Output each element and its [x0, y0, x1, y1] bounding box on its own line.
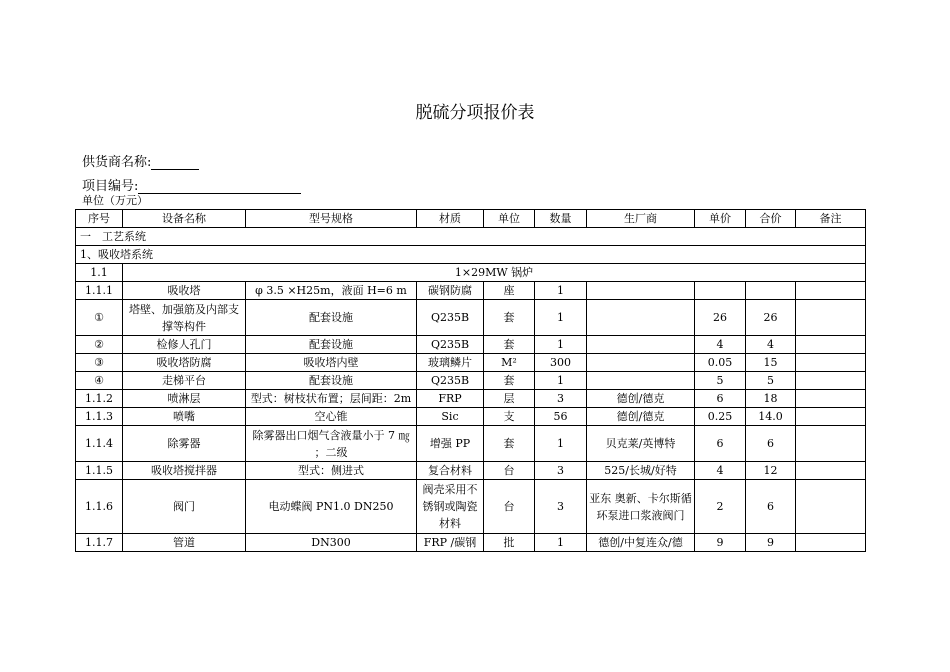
remark-cell [796, 534, 866, 552]
spec-cell: 型式：树枝状布置；层间距：2m [246, 390, 417, 408]
qty-cell: 1 [535, 372, 587, 390]
spec-cell: 吸收塔内壁 [246, 354, 417, 372]
maker-cell: 亚东 奥新、卡尔斯循环泵进口浆液阀门 [587, 480, 695, 534]
unit-cell: 台 [484, 480, 535, 534]
material-cell: FRP /碳钢 [417, 534, 484, 552]
material-cell: 复合材料 [417, 462, 484, 480]
unit-cell: 座 [484, 282, 535, 300]
supplier-name-field [82, 151, 199, 170]
price-cell: 4 [695, 336, 746, 354]
name-cell: 管道 [123, 534, 246, 552]
price-cell: 0.25 [695, 408, 746, 426]
unit-cell: 台 [484, 462, 535, 480]
table-row [76, 300, 866, 336]
group-no-cell: 1.1 [76, 264, 123, 282]
spec-cell: φ 3.5 ×H25m，液面 H=6 m [246, 282, 417, 300]
name-cell: 塔壁、加强筋及内部支撑等构件 [123, 300, 246, 336]
material-cell: FRP [417, 390, 484, 408]
qty-cell: 3 [535, 390, 587, 408]
total-cell: 12 [746, 462, 796, 480]
spec-cell: 空心锥 [246, 408, 417, 426]
header-cell-maker: 生厂商 [587, 210, 695, 228]
total-cell: 5 [746, 372, 796, 390]
unit-note: 单位（万元） [82, 194, 148, 207]
subsection-cell: 1、吸收塔系统 [76, 246, 866, 264]
qty-cell: 1 [535, 300, 587, 336]
material-cell: 阀壳采用不锈钢或陶瓷材料 [417, 480, 484, 534]
material-cell: Q235B [417, 372, 484, 390]
maker-cell: 贝克莱/英博特 [587, 426, 695, 462]
price-cell: 6 [695, 390, 746, 408]
material-cell: Sic [417, 408, 484, 426]
no-cell: ① [76, 300, 123, 336]
table-row [76, 390, 866, 408]
price-cell: 6 [695, 426, 746, 462]
total-cell: 18 [746, 390, 796, 408]
header-cell-no: 序号 [76, 210, 123, 228]
table-row [76, 534, 866, 552]
no-cell: ④ [76, 372, 123, 390]
no-cell: 1.1.1 [76, 282, 123, 300]
no-cell: 1.1.2 [76, 390, 123, 408]
unit-cell: 套 [484, 300, 535, 336]
price-cell: 9 [695, 534, 746, 552]
material-cell: 增强 PP [417, 426, 484, 462]
qty-cell: 300 [535, 354, 587, 372]
material-cell: Q235B [417, 300, 484, 336]
header-cell-remark: 备注 [796, 210, 866, 228]
remark-cell [796, 354, 866, 372]
unit-cell: M² [484, 354, 535, 372]
remark-cell [796, 336, 866, 354]
name-cell: 吸收塔防腐 [123, 354, 246, 372]
unit-cell: 套 [484, 426, 535, 462]
name-cell: 阀门 [123, 480, 246, 534]
qty-cell: 3 [535, 462, 587, 480]
spec-cell: DN300 [246, 534, 417, 552]
maker-cell [587, 372, 695, 390]
quotation-table [75, 209, 866, 552]
group-desc-cell: 1×29MW 锅炉 [123, 264, 866, 282]
remark-cell [796, 282, 866, 300]
name-cell: 吸收塔搅拌器 [123, 462, 246, 480]
total-cell: 6 [746, 426, 796, 462]
header-cell-name: 设备名称 [123, 210, 246, 228]
maker-cell [587, 354, 695, 372]
unit-cell: 支 [484, 408, 535, 426]
maker-cell [587, 336, 695, 354]
name-cell: 喷嘴 [123, 408, 246, 426]
remark-cell [796, 480, 866, 534]
page-title: 脱硫分项报价表 [415, 103, 535, 123]
spec-cell: 电动蝶阀 PN1.0 DN250 [246, 480, 417, 534]
price-cell: 26 [695, 300, 746, 336]
unit-cell: 批 [484, 534, 535, 552]
spec-cell: 配套设施 [246, 336, 417, 354]
supplier-name-label: 供货商名称: [82, 155, 152, 170]
total-cell [746, 282, 796, 300]
qty-cell: 1 [535, 534, 587, 552]
spec-cell: 配套设施 [246, 300, 417, 336]
header-cell-qty: 数量 [535, 210, 587, 228]
maker-cell: 525/长城/好特 [587, 462, 695, 480]
header-cell-unit: 单位 [484, 210, 535, 228]
header-cell-spec: 型号规格 [246, 210, 417, 228]
spec-cell: 配套设施 [246, 372, 417, 390]
qty-cell: 1 [535, 282, 587, 300]
table-body [76, 210, 866, 552]
maker-cell [587, 282, 695, 300]
remark-cell [796, 372, 866, 390]
price-cell: 4 [695, 462, 746, 480]
table-row [76, 282, 866, 300]
total-cell: 15 [746, 354, 796, 372]
maker-cell: 德创/中复连众/德 [587, 534, 695, 552]
no-cell: 1.1.5 [76, 462, 123, 480]
maker-cell: 德创/德克 [587, 390, 695, 408]
name-cell: 喷淋层 [123, 390, 246, 408]
material-cell: 玻璃鳞片 [417, 354, 484, 372]
total-cell: 4 [746, 336, 796, 354]
name-cell: 检修人孔门 [123, 336, 246, 354]
group-row [76, 264, 866, 282]
maker-cell [587, 300, 695, 336]
subsection-row [76, 246, 866, 264]
price-cell: 5 [695, 372, 746, 390]
price-cell: 0.05 [695, 354, 746, 372]
total-cell: 14.0 [746, 408, 796, 426]
no-cell: 1.1.4 [76, 426, 123, 462]
no-cell: 1.1.6 [76, 480, 123, 534]
total-cell: 6 [746, 480, 796, 534]
supplier-name-blank[interactable] [151, 155, 199, 170]
name-cell: 吸收塔 [123, 282, 246, 300]
material-cell: Q235B [417, 336, 484, 354]
total-cell: 26 [746, 300, 796, 336]
price-cell: 2 [695, 480, 746, 534]
no-cell: ③ [76, 354, 123, 372]
no-cell: 1.1.7 [76, 534, 123, 552]
section-row [76, 228, 866, 246]
total-cell: 9 [746, 534, 796, 552]
header-cell-material: 材质 [417, 210, 484, 228]
unit-cell: 层 [484, 390, 535, 408]
spec-cell: 除雾器出口烟气含液量小于 7 ㎎ ；二级 [246, 426, 417, 462]
remark-cell [796, 300, 866, 336]
section-cell: 一 工艺系统 [76, 228, 866, 246]
header-row [76, 210, 866, 228]
table-row [76, 426, 866, 462]
remark-cell [796, 462, 866, 480]
material-cell: 碳钢防腐 [417, 282, 484, 300]
unit-cell: 套 [484, 336, 535, 354]
table-row [76, 408, 866, 426]
price-cell [695, 282, 746, 300]
qty-cell: 1 [535, 336, 587, 354]
spec-cell: 型式：侧进式 [246, 462, 417, 480]
unit-cell: 套 [484, 372, 535, 390]
table-row [76, 480, 866, 534]
remark-cell [796, 390, 866, 408]
qty-cell: 1 [535, 426, 587, 462]
table-row [76, 372, 866, 390]
qty-cell: 3 [535, 480, 587, 534]
project-number-blank[interactable] [138, 179, 301, 194]
project-number-label: 项目编号: [82, 179, 139, 194]
table-row [76, 336, 866, 354]
no-cell: 1.1.3 [76, 408, 123, 426]
table-row [76, 462, 866, 480]
qty-cell: 56 [535, 408, 587, 426]
name-cell: 走梯平台 [123, 372, 246, 390]
no-cell: ② [76, 336, 123, 354]
header-cell-total: 合价 [746, 210, 796, 228]
maker-cell: 德创/德克 [587, 408, 695, 426]
table-row [76, 354, 866, 372]
name-cell: 除雾器 [123, 426, 246, 462]
remark-cell [796, 408, 866, 426]
header-cell-price: 单价 [695, 210, 746, 228]
remark-cell [796, 426, 866, 462]
